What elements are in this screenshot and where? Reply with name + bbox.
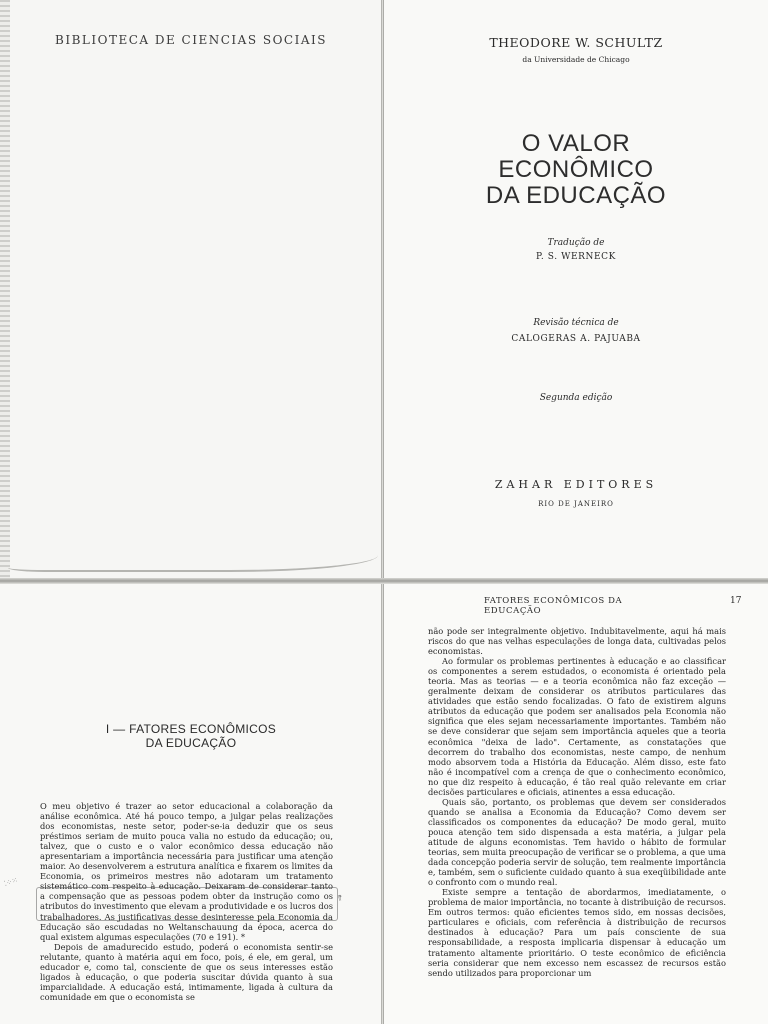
publisher-name: ZAHAR EDITORES xyxy=(494,478,658,491)
series-title: BIBLIOTECA DE CIENCIAS SOCIAIS xyxy=(55,33,327,47)
book-title-line: DA EDUCAÇÃO xyxy=(485,182,667,209)
book-title-line: O VALOR xyxy=(521,130,631,157)
paragraph: Existe sempre a tentação de abordarmos, imediatamente, o problema de maior importância, no tocante à distribuição de recursos. Em outros termos: quão eficientes temos sido, em nossas decisões, particulares e oficiais, com referência à distribuição de recursos destinados à educação? Para um país consciente de sua responsabilidade, a resposta implicaria dispensar à educação um tratamento altamente prioritário. O teste econômico de eficiência seria considerar que nem excesso nem escassez de recursos estão sendo utilizados para proporcionar um xyxy=(428,887,726,978)
scan-top-right-page xyxy=(384,0,768,580)
pencil-underline-marking xyxy=(36,887,338,921)
page-body-text xyxy=(428,626,726,978)
book-title xyxy=(384,131,768,209)
revision-label: Revisão técnica de xyxy=(533,318,619,328)
running-head: FATORES ECONÔMICOS DA EDUCAÇÃO xyxy=(484,596,623,616)
paragraph: Depois de amadurecido estudo, poderá o economista sentir-se relutante, quanto à matéria aqui em foco, pois, é ele, em geral, um educador e, como tal, consciente de que os seus interesses estão ligados à educação, o que poderia suscitar dúvida quanto à sua imparcialidade. A educação está, intimamente, ligada à cultura da comunidade em que o economista se xyxy=(40,941,333,1002)
scan-top-left-page xyxy=(0,0,382,580)
chapter-heading-line: I — FATORES ECONÔMICOS xyxy=(105,722,277,736)
page-curl-shadow xyxy=(8,530,378,572)
chapter-heading-line: DA EDUCAÇÃO xyxy=(145,736,237,750)
book-title-line: ECONÔMICO xyxy=(498,156,654,183)
chapter-heading xyxy=(0,722,382,750)
translator-name: P. S. WERNECK xyxy=(536,252,616,262)
paragraph: Quais são, portanto, os problemas que devem ser considerados quando se analisa a Economia da Educação? Como devem ser classificados os componentes da educação? De modo geral, muito pouca atenção tem sido dispensada a esta matéria, a julgar pela atitude de alguns economistas. Tem havido o hábito de formular teorias, sem muita preocupação de verificar se o problema, a que uma dada concepção poderia servir de solução, tem realmente importância e, também, sem o suficiente cuidado quanto à sua exeqüibilidade ante o confronto com o mundo real. xyxy=(428,796,726,888)
page-number: 17 xyxy=(730,596,742,606)
paragraph: O meu objetivo é trazer ao setor educacional a colaboração da análise econômica. Até há pouco tempo, a julgar pelas realizações dos economistas, neste setor, poder-se-ia deduzir que os seus préstimos seriam de muito pouca valia no estudo da educação; ou, talvez, que o custo e o valor econômico dessa educação não apresentariam a importância necessária para justificar uma atenção maior. Ao desenvolverem a estrutura analítica e fixarem os limites da Economia, os primeiros mestres não adotaram um tratamento sistemático com respeito à educação. Deixaram de considerar tanto a compensação que as pessoas podem obter da instrução como os atributos do investimento que elevam a produtividade e os lucros dos trabalhadores. As justificativas desse desinteresse pela Economia da Educação são escudadas no Weltanschauung da época, acerca do qual existem algumas especulações (70 e 191). * xyxy=(40,801,333,942)
horizontal-scan-divider xyxy=(0,578,768,584)
translation-label: Tradução de xyxy=(547,238,605,248)
book-author: THEODORE W. SCHULTZ xyxy=(489,35,663,50)
handwritten-margin-mark: ⁋ xyxy=(336,893,344,903)
scan-bottom-left-page xyxy=(0,582,382,1024)
handwritten-margin-mark: ⁚⁘⁙ xyxy=(3,876,19,888)
scan-bottom-right-page xyxy=(384,582,768,1024)
binding-edge xyxy=(0,0,10,580)
author-affiliation: da Universidade de Chicago xyxy=(522,55,630,64)
paragraph: Ao formular os problemas pertinentes à educação e ao classificar os componentes a serem estudados, o economista é orientado pela teoria. Mas as teorias — e a teoria econômica não faz exceção — geralmente deixam de considerar os atributos particulares das atividades que estão sendo focalizadas. O fato de existirem alguns atributos da educação que podem ser analisados pela Economia não significa que eles sejam necessariamente importantes. Também não se deve considerar que sejam sem importância aqueles que a teoria econômica "deixa de lado". Certamente, as constatações que decorrem do trabalho dos economistas, neste campo, de nenhum modo absorvem toda a História da Educação. Além disso, este fato não é incompatível com a crença de que o conhecimento econômico, no que diz respeito à educação, é tão real quão relevante em criar decisões particulares e oficiais, atinentes a essa educação. xyxy=(428,656,726,797)
edition-label: Segunda edição xyxy=(539,393,613,403)
vertical-scan-divider xyxy=(381,0,384,1024)
paragraph: não pode ser integralmente objetivo. Indubitavelmente, aqui há mais riscos do que nas velhas especulações de longa data, cultivadas pelos economistas. xyxy=(428,626,726,657)
publisher-city: RIO DE JANEIRO xyxy=(538,500,614,508)
reviser-name: CALOGERAS A. PAJUABA xyxy=(511,334,641,344)
